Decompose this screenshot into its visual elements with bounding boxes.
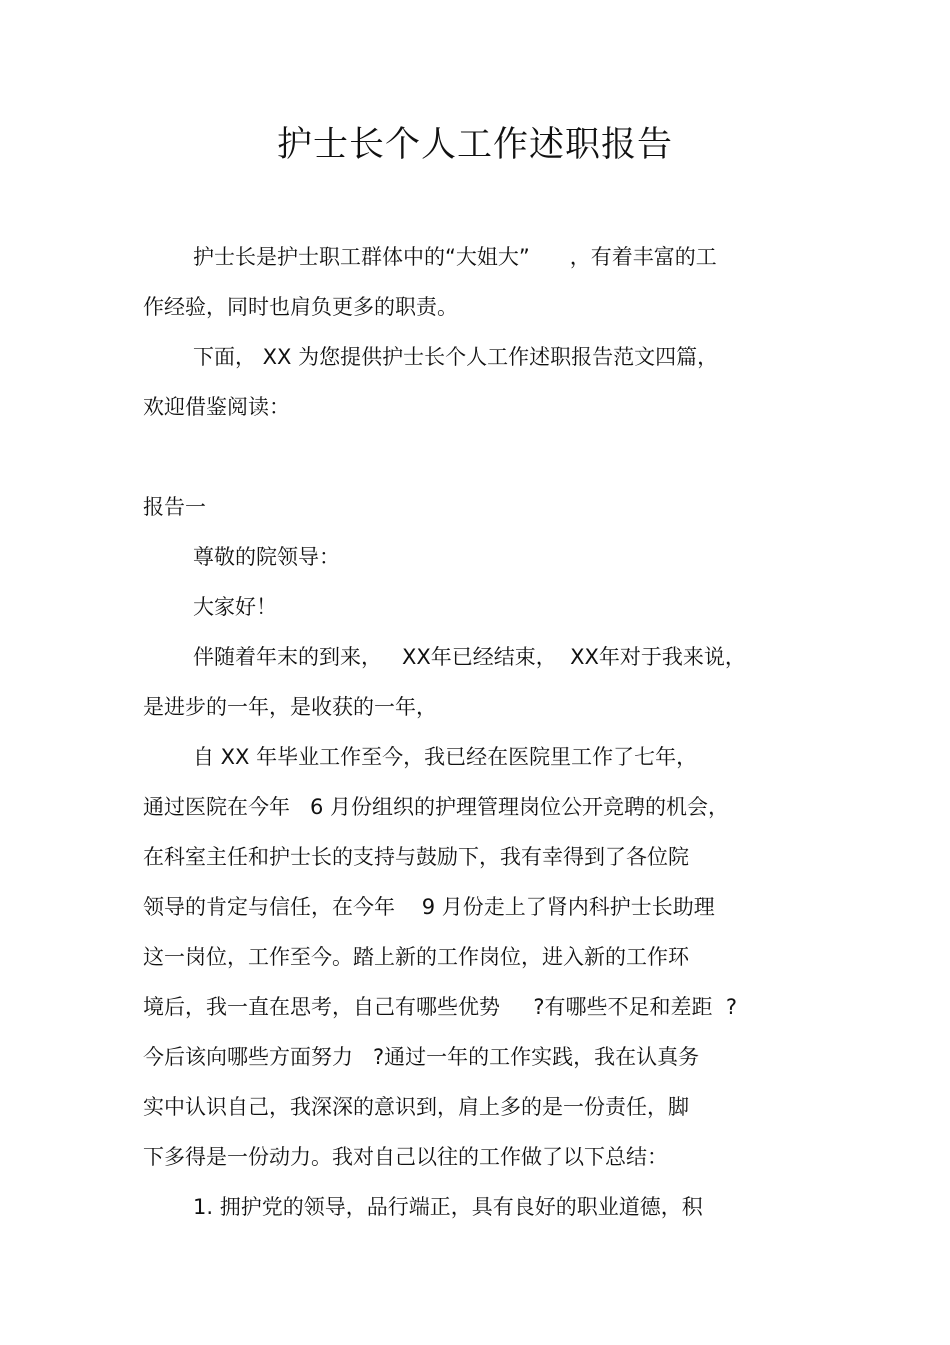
list-item: 1. 拥护党的领导，品行端正，具有良好的职业道德，积: [193, 1195, 703, 1219]
paragraph-line: 境后，我一直在思考，自己有哪些优势 ?有哪些不足和差距 ?: [143, 995, 738, 1019]
paragraph-line: 领导的肯定与信任，在今年 9 月份走上了肾内科护士长助理: [143, 895, 715, 919]
paragraph-line: 实中认识自己，我深深的意识到，肩上多的是一份责任，脚: [143, 1095, 689, 1119]
section-heading: 报告一: [143, 495, 206, 519]
paragraph-line: 是进步的一年，是收获的一年，: [143, 695, 437, 719]
paragraph-line: 下面， XX 为您提供护士长个人工作述职报告范文四篇，: [193, 345, 719, 369]
paragraph-line: 今后该向哪些方面努力 ?通过一年的工作实践，我在认真务: [143, 1045, 700, 1069]
paragraph-line: 这一岗位，工作至今。踏上新的工作岗位，进入新的工作环: [143, 945, 689, 969]
paragraph-line: 自 XX 年毕业工作至今，我已经在医院里工作了七年，: [193, 745, 698, 769]
document-title: 护士长个人工作述职报告: [276, 125, 673, 165]
paragraph-line: 作经验，同时也肩负更多的职责。: [143, 295, 458, 319]
paragraph-line: 护士长是护士职工群体中的“大姐大” ，有着丰富的工: [193, 245, 717, 269]
paragraph-line: 通过医院在今年 6 月份组织的护理管理岗位公开竞聘的机会，: [143, 795, 730, 819]
greeting: 大家好！: [193, 595, 277, 619]
paragraph-line: 欢迎借鉴阅读：: [143, 395, 290, 419]
paragraph-line: 伴随着年末的到来， XX年已经结束， XX年对于我来说，: [193, 645, 746, 669]
salutation: 尊敬的院领导：: [193, 545, 340, 569]
paragraph-line: 在科室主任和护士长的支持与鼓励下，我有幸得到了各位院: [143, 845, 689, 869]
paragraph-line: 下多得是一份动力。我对自己以往的工作做了以下总结：: [143, 1145, 668, 1169]
